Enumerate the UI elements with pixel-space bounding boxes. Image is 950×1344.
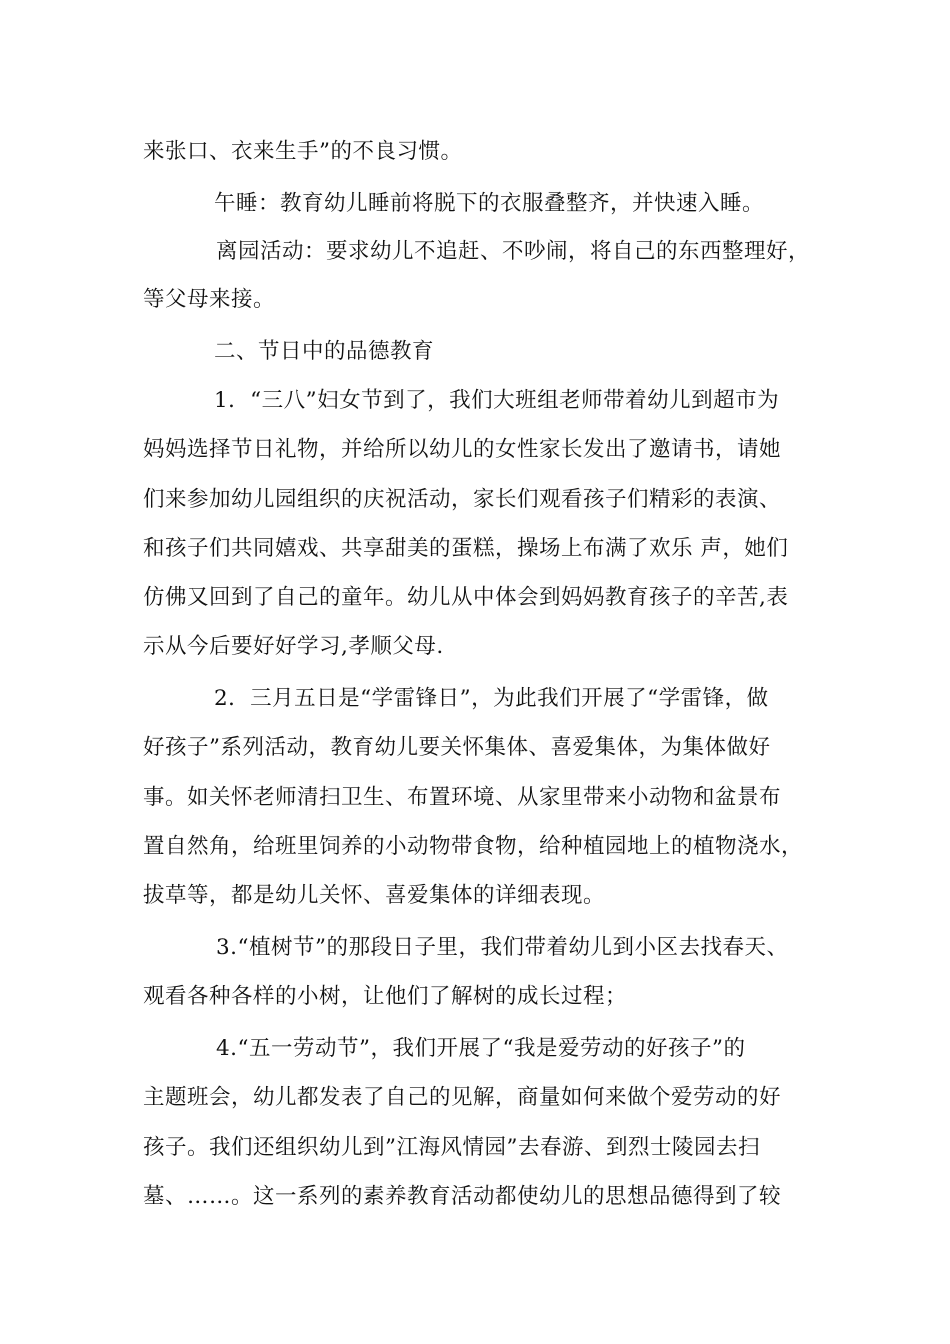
text-line: 置自然角，给班里饲养的小动物带食物，给种植园地上的植物浇水， xyxy=(143,834,804,859)
text-line: 午睡：教育幼儿睡前将脱下的衣服叠整齐，并快速入睡。 xyxy=(214,191,765,216)
text-line: 2．三月五日是“学雷锋日”，为此我们开展了“学雷锋，做 xyxy=(214,686,769,711)
text-line: 仿佛又回到了自己的童年。幼儿从中体会到妈妈教育孩子的辛苦,表 xyxy=(143,585,789,610)
text-line: 3.“植树节”的那段日子里，我们带着幼儿到小区去找春天、 xyxy=(216,935,789,960)
text-line: 1．“三八”妇女节到了，我们大班组老师带着幼儿到超市为 xyxy=(214,388,780,413)
text-line: 示从今后要好好学习,孝顺父母. xyxy=(143,634,444,659)
text-line: 孩子。我们还组织幼儿到”江海风情园”去春游、到烈士陵园去扫 xyxy=(143,1135,760,1160)
text-line: 离园活动：要求幼儿不追赶、不吵闹，将自己的东西整理好， xyxy=(216,239,811,264)
text-line: 妈妈选择节日礼物，并给所以幼儿的女性家长发出了邀请书，请她 xyxy=(143,437,782,462)
text-line: 主题班会，幼儿都发表了自己的见解，商量如何来做个爱劳动的好 xyxy=(143,1085,782,1110)
text-line: 和孩子们共同嬉戏、共享甜美的蛋糕，操场上布满了欢乐 声，她们 xyxy=(143,536,789,561)
text-line: 们来参加幼儿园组织的庆祝活动，家长们观看孩子们精彩的表演、 xyxy=(143,487,782,512)
text-line: 事。如关怀老师清扫卫生、布置环境、从家里带来小动物和盆景布 xyxy=(143,785,782,810)
section-heading: 二、节日中的品德教育 xyxy=(214,339,435,364)
text-line: 墓、……。这一系列的素养教育活动都使幼儿的思想品德得到了较 xyxy=(143,1184,782,1209)
text-line: 来张口、衣来生手”的不良习惯。 xyxy=(143,139,463,164)
text-line: 观看各种各样的小树，让他们了解树的成长过程； xyxy=(143,984,628,1009)
text-line: 4.“五一劳动节”，我们开展了“我是爱劳动的好孩子”的 xyxy=(216,1036,746,1061)
text-line: 拔草等，都是幼儿关怀、喜爱集体的详细表现。 xyxy=(143,883,606,908)
text-line: 等父母来接。 xyxy=(143,287,276,312)
text-line: 好孩子”系列活动，教育幼儿要关怀集体、喜爱集体，为集体做好 xyxy=(143,735,771,760)
